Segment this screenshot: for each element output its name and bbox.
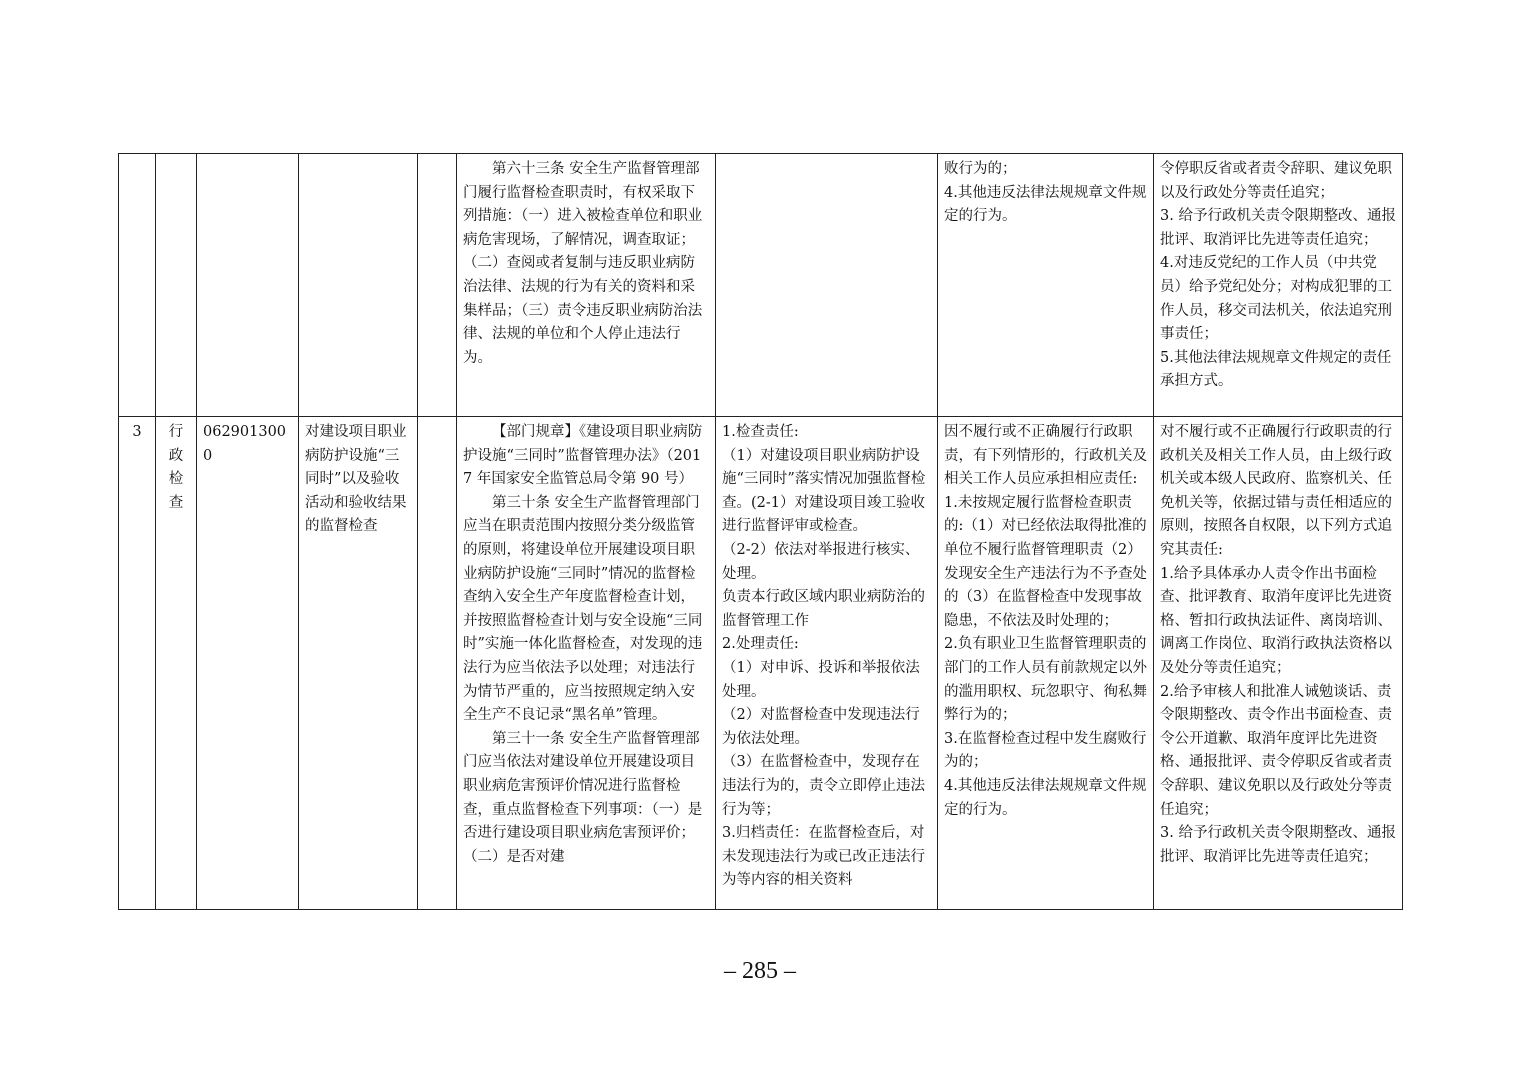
method-paragraph: 令停职反省或者责令辞职、建议免职以及行政处分等责任追究； bbox=[1160, 161, 1392, 201]
method-paragraph: 3. 给予行政机关责令限期整改、通报批评、取消评比先进等责任追究； bbox=[1160, 208, 1396, 248]
sub-item bbox=[418, 154, 457, 417]
responsibility-paragraph: （2）对监督检查中发现违法行为依法处理。 bbox=[722, 707, 920, 747]
item-number: 3 bbox=[119, 417, 156, 910]
case-paragraph: 3.在监督检查过程中发生腐败行为的； bbox=[944, 730, 1147, 771]
accountability-methods bbox=[1154, 154, 1403, 417]
legal-basis-paragraph: 第三十条 安全生产监督管理部门应当在职责范围内按照分类分级监管的原则，将建设单位开展建设项目职业病防护设施“三同时”情况的监督检查纳入安全生产年度监督检查计划，并按照监督检查计划与安全设施“三同时”实施一体化监督检查，对发现的违法行为应当依法予以处理；对违法行为情节严重的，应当按照规定纳入安全生产不良记录“黑名单”管理。 bbox=[463, 494, 703, 724]
responsibility-paragraph: 1.检查责任: bbox=[722, 424, 799, 440]
method-paragraph: 1.给予具体承办人责令作出书面检查、批评教育、取消年度评比先进资格、暂扣行政执法证件、离岗培训、调离工作岗位、取消行政执法资格以及处分等责任追究； bbox=[1160, 565, 1392, 676]
case-paragraph: 4.其他违反法律法规规章文件规定的行为。 bbox=[944, 777, 1147, 818]
responsibility-paragraph: （1）对建设项目职业病防护设施“三同时”落实情况加强监督检查。(2-1）对建设项目竣工验收进行监督评审或检查。 bbox=[722, 447, 926, 535]
case-paragraph: 因不履行或不正确履行行政职责，有下列情形的，行政机关及相关工作人员应承担相应责任: bbox=[944, 424, 1147, 488]
responsibility-paragraph: 3.归档责任：在监督检查后，对未发现违法行为或已改正违法行为等内容的相关资料 bbox=[722, 825, 925, 889]
responsibility-paragraph: 2.处理责任: bbox=[722, 636, 799, 653]
method-paragraph: 3. 给予行政机关责令限期整改、通报批评、取消评比先进等责任追究； bbox=[1160, 825, 1396, 865]
responsibility-table bbox=[118, 153, 1403, 910]
item-name bbox=[299, 154, 418, 417]
sub-item bbox=[418, 417, 457, 910]
accountability-cases bbox=[938, 417, 1154, 910]
case-paragraph: 4.其他违反法律法规规章文件规定的行为。 bbox=[944, 184, 1147, 225]
method-paragraph: 2.给予审核人和批准人诫勉谈话、责令限期整改、责令作出书面检查、责令公开道歉、取消年度评比先进资格、通报批评、责令停职反省或者责令辞职、建议免职以及行政处分等责任追究； bbox=[1160, 683, 1392, 818]
legal-basis-paragraph: 第六十三条 安全生产监督管理部门履行监督检查职责时，有权采取下列措施：（一）进入被检查单位和职业病危害现场，了解情况，调查取证；（二）查阅或者复制与违反职业病防治法律、法规的行为有关的资料和采集样品；（三）责令违反职业病防治法律、法规的单位和个人停止违法行为。 bbox=[463, 161, 703, 366]
case-paragraph: 2.负有职业卫生监督管理职责的部门的工作人员有前款规定以外的滥用职权、玩忽职守、徇私舞弊行为的； bbox=[944, 636, 1147, 724]
method-paragraph: 5.其他法律法规规章文件规定的责任承担方式。 bbox=[1160, 349, 1392, 390]
page-number: – 285 – bbox=[724, 958, 796, 984]
item-number bbox=[119, 154, 156, 417]
responsibility-items bbox=[716, 154, 938, 417]
legal-basis-paragraph: 第三十一条 安全生产监督管理部门应当依法对建设单位开展建设项目职业病危害预评价情况进行监督检查，重点监督检查下列事项：（一）是否进行建设项目职业病危害预评价；（二）是否对建 bbox=[463, 730, 703, 865]
method-paragraph: 4.对违反党纪的工作人员（中共党员）给予党纪处分；对构成犯罪的工作人员，移交司法机关，依法追究刑事责任； bbox=[1160, 255, 1392, 343]
table-row bbox=[119, 154, 1403, 417]
responsibility-paragraph: 负责本行政区域内职业病防治的监督管理工作 bbox=[722, 589, 925, 629]
responsibility-items bbox=[716, 417, 938, 910]
accountability-methods bbox=[1154, 417, 1403, 910]
item-type: 行政检查 bbox=[156, 417, 197, 910]
case-paragraph: 败行为的； bbox=[944, 161, 1017, 177]
item-name: 对建设项目职业病防护设施“三同时”以及验收活动和验收结果的监督检查 bbox=[299, 417, 418, 910]
case-paragraph: 1.未按规定履行监督检查职责的:（1）对已经依法取得批准的单位不履行监督管理职责（2）发现安全生产违法行为不予查处的（3）在监督检查中发现事故隐患，不依法及时处理的； bbox=[944, 494, 1147, 629]
responsibility-paragraph: （3）在监督检查中，发现存在违法行为的，责令立即停止违法行为等； bbox=[722, 754, 925, 818]
method-paragraph: 对不履行或不正确履行行政职责的行政机关及相关工作人员，由上级行政机关或本级人民政府、监察机关、任免机关等，依据过错与责任相适应的原则，按照各自权限，以下列方式追究其责任: bbox=[1160, 424, 1392, 558]
accountability-cases bbox=[938, 154, 1154, 417]
item-code: 0629013000 bbox=[197, 417, 299, 910]
item-type bbox=[156, 154, 197, 417]
responsibility-paragraph: （1）对申诉、投诉和举报依法处理。 bbox=[722, 659, 920, 700]
legal-basis bbox=[457, 154, 716, 417]
responsibility-paragraph: （2-2）依法对举报进行核实、处理。 bbox=[722, 541, 920, 582]
table-row bbox=[119, 417, 1403, 910]
item-code bbox=[197, 154, 299, 417]
legal-basis bbox=[457, 417, 716, 910]
legal-basis-paragraph: 【部门规章】《建设项目职业病防护设施“三同时”监督管理办法》（2017 年国家安全监管总局令第 90 号） bbox=[463, 424, 703, 488]
